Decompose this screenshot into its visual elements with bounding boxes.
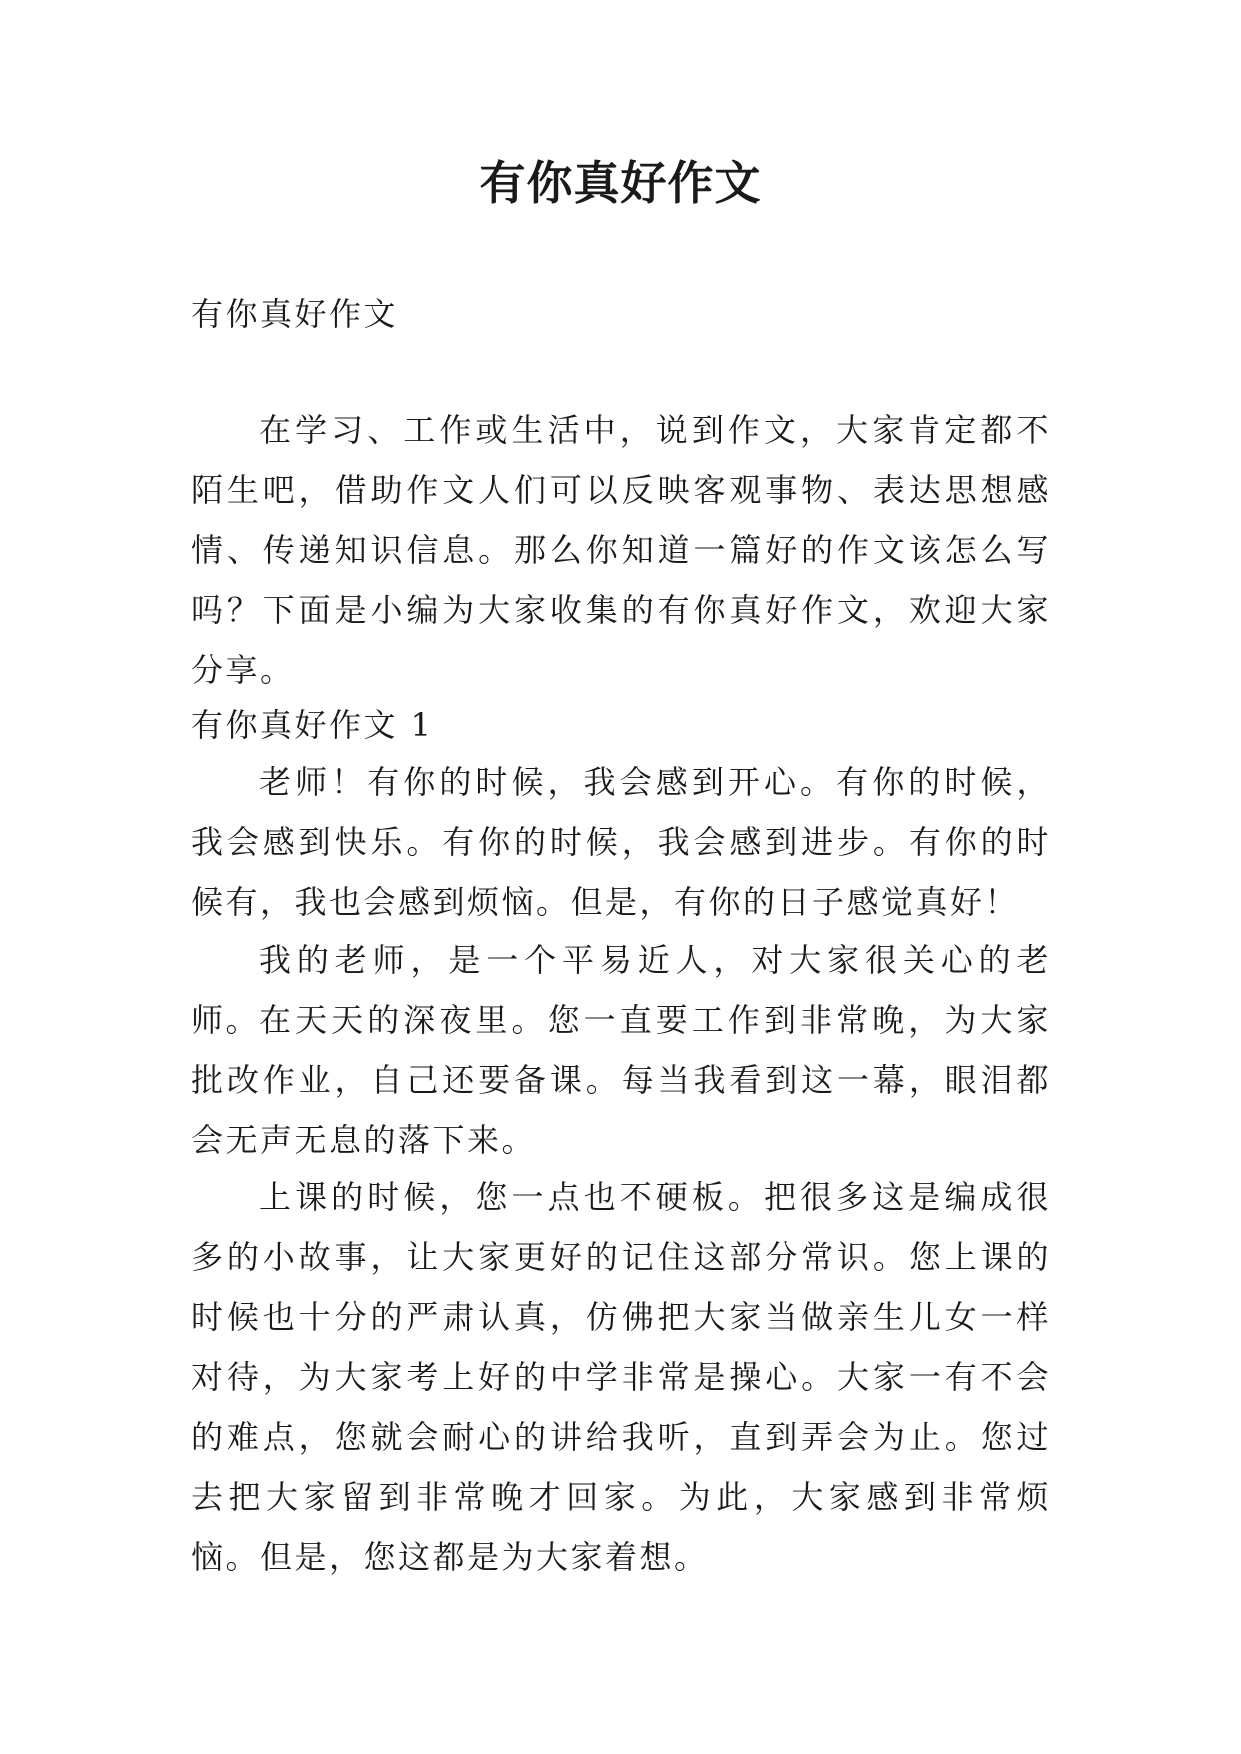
- document-title: 有你真好作文: [479, 156, 762, 210]
- document-subtitle: 有你真好作文: [191, 295, 399, 333]
- body-paragraph-4: 上课的时候，您一点也不硬板。把很多这是编成很多的小故事，让大家更好的记住这部分常识。您上课的时候也十分的严肃认真，仿佛把大家当做亲生儿女一样对待，为大家考上好的中学非常是操心。大家一有不会的难点，您就会耐心的讲给我听，直到弄会为止。您过去把大家留到非常晚才回家。为此，大家感到非常烦恼。但是，您这都是为大家着想。: [191, 1178, 1051, 1576]
- intro-paragraph: 在学习、工作或生活中，说到作文，大家肯定都不陌生吧，借助作文人们可以反映客观事物、表达思想感情、传递知识信息。那么你知道一篇好的作文该怎么写吗？下面是小编为大家收集的有你真好作文，欢迎大家分享。: [191, 411, 1051, 689]
- body-paragraph-2: 我的老师，是一个平易近人，对大家很关心的老师。: [191, 941, 1051, 1039]
- body-paragraph-1: 老师！有你的时候，我会感到开心。有你的时候，我会感到快乐。有你的时候，我会感到进步。有你的时候有，我也会感到烦恼。但是，有你的日子感觉真好！: [191, 763, 1051, 921]
- body-paragraph-3: 在天天的深夜里。您一直要工作到非常晚，为大家批改作业，自己还要备课。每当我看到这一幕，眼泪都会无声无息的落下来。: [191, 1001, 1051, 1159]
- section-heading: 有你真好作文 1: [191, 706, 434, 744]
